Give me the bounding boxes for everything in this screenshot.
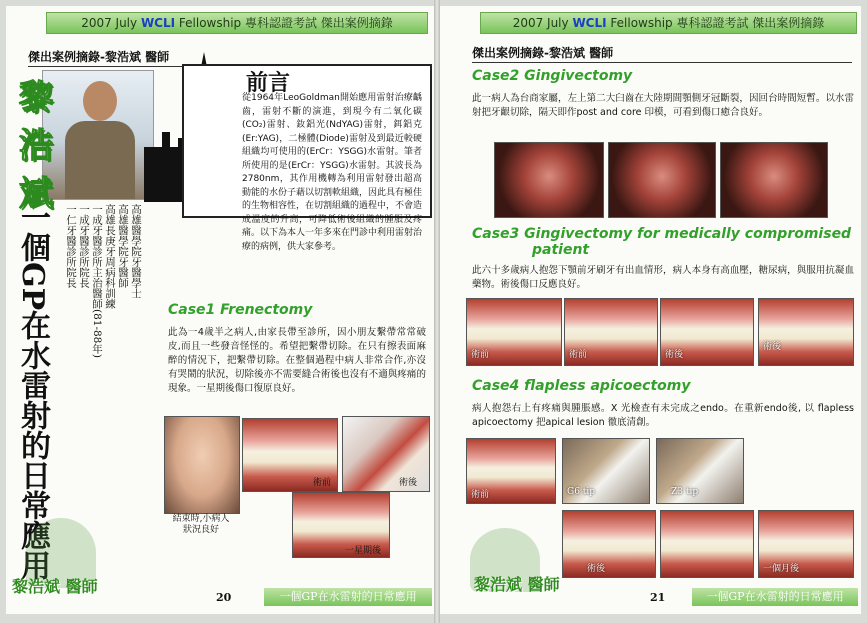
case1-caption-week: 一星期後 bbox=[345, 546, 382, 556]
case3-caption-after1: 術後 bbox=[665, 350, 684, 360]
author-name-vertical: 黎浩斌 bbox=[19, 78, 53, 214]
right-footer: 一個GP在水雷射的日常應用 bbox=[692, 588, 858, 606]
case1-photo-after bbox=[342, 416, 430, 492]
case3-title-line2: patient bbox=[532, 242, 590, 258]
case4-photo-z3 bbox=[656, 438, 744, 504]
case4-caption-after: 術後 bbox=[587, 564, 606, 574]
intro-title: 前言 bbox=[246, 70, 291, 96]
case2-photo-2 bbox=[608, 142, 716, 218]
case4-photo-middle bbox=[660, 510, 754, 578]
case2-text: 此一病人為台商家屬，左上第二大臼齒在大陸期間顎側牙冠斷裂，因回台時間短暫。以水雷射把牙齦切除，隔天即作post and core 印模，可看到傷口癒合良好。 bbox=[472, 93, 854, 118]
case3-title-line1: Case3 Gingivectomy for medically compromised bbox=[472, 226, 852, 242]
case1-photo-child bbox=[164, 416, 240, 514]
header-prefix-right: 2007 July bbox=[512, 16, 573, 30]
right-section-underline bbox=[472, 62, 852, 63]
case1-photo-week bbox=[292, 492, 390, 558]
case4-caption-z3: Z3 tip bbox=[671, 487, 699, 497]
case2-title: Case2 Gingivectomy bbox=[472, 68, 633, 84]
case1-caption-before: 術前 bbox=[313, 478, 332, 488]
case3-photo-before1 bbox=[466, 298, 562, 366]
left-footer: 一個GP在水雷射的日常應用 bbox=[264, 588, 432, 606]
left-page bbox=[6, 6, 434, 614]
case3-photo-after2 bbox=[758, 298, 854, 366]
case1-title: Case1 Frenectomy bbox=[168, 302, 313, 318]
credential-3: 高雄長庚牙周病科訓練 bbox=[104, 204, 116, 309]
case1-photo-before bbox=[242, 418, 338, 492]
case3-photo-before2 bbox=[564, 298, 658, 366]
case1-text: 此為一4歲半之病人,由家長帶至診所，因小朋友繫帶常常破皮,而且一些發音怪怪的。希望把繫帶切除。在只有擦表面麻醉的情況下，把繫帶切除。在整個過程中病人非常合作,亦沒有哭鬧的狀況，切除後亦不需要縫合術後也沒有不適與疼痛的現象。一星期後傷口復原良好。 bbox=[168, 327, 426, 394]
case3-caption-before1: 術前 bbox=[471, 350, 490, 360]
case4-photo-before bbox=[466, 438, 556, 504]
portrait-head bbox=[83, 81, 117, 121]
right-header-bar bbox=[480, 12, 857, 34]
case4-photo-g6 bbox=[562, 438, 650, 504]
left-page-number: 20 bbox=[216, 591, 232, 604]
intro-text-lower bbox=[166, 218, 428, 274]
case4-photo-after bbox=[562, 510, 656, 578]
credential-4: 一成牙醫診所主治醫師(81-88年) bbox=[91, 204, 103, 358]
intro-text-upper: 從1964年LeoGoldman開始應用雷射治療齲齒，雷射不斷的演進，到現今有二氧化碳(CO₂)雷射、釹鋁光(NdYAG)雷射，鉺鋁克(Er:YAG)，二極體(Diode)雷射及到最近較硬組織均可使用的(ErCr：YSGG)水雷射。筆者所使用的是(ErCr：YSGG)水雷射。其波長為2780nm，其作用機轉為利用雷射發出超高動能的水份子藉以切割軟組織，因此具有極佳的生物相容性，在切割組織的過程中，不會造成溫度的升高，可降低術後組織的腫脹及疼痛。以下為本人一年多來在門診中利用雷射治療的病例，供大家參考。 bbox=[242, 93, 423, 252]
header-suffix: Fellowship 專科認證考試 傑出案例摘錄 bbox=[175, 16, 393, 30]
credential-5: 一成牙醫診所院長 bbox=[78, 204, 90, 288]
case3-text: 此六十多歲病人抱怨下顎前牙刷牙有出血情形，病人本身有高血壓，糖尿病，與服用抗凝血藥物。術後傷口反應良好。 bbox=[472, 265, 854, 290]
left-signature: 黎浩斌 醫師 bbox=[12, 577, 98, 596]
case4-caption-before: 術前 bbox=[471, 490, 490, 500]
credential-6: 一仁牙醫診所院長 bbox=[65, 204, 77, 288]
right-signature: 黎浩斌 醫師 bbox=[474, 575, 560, 594]
case3-photo-after1 bbox=[660, 298, 754, 366]
portrait-body bbox=[65, 121, 135, 199]
case4-title: Case4 flapless apicoectomy bbox=[472, 378, 691, 394]
header-org-right: WCLI bbox=[572, 16, 607, 30]
credential-1: 高雄醫學院牙醫學士 bbox=[130, 204, 142, 299]
case1-caption-child: 結束時,小病人 狀況良好 bbox=[172, 514, 230, 535]
header-org: WCLI bbox=[140, 16, 176, 30]
right-section-label: 傑出案例摘錄-黎浩斌 醫師 bbox=[472, 46, 614, 60]
header-suffix-right: Fellowship 專科認證考試 傑出案例摘錄 bbox=[606, 16, 825, 30]
header-prefix: 2007 July bbox=[81, 16, 141, 30]
case4-text: 病人抱怨右上有疼痛與腫脹感。X 光檢查有未完成之endo。在重新endo後, 以 flapless apicoectomy 把apical lesion 徹底清創。 bbox=[472, 403, 854, 428]
case2-photo-3 bbox=[720, 142, 828, 218]
left-header-bar bbox=[46, 12, 428, 34]
case4-caption-g6: G6 tip bbox=[567, 487, 596, 497]
left-section-label: 傑出案例摘錄-黎浩斌 醫師 bbox=[28, 50, 170, 64]
right-page-number: 21 bbox=[650, 591, 666, 604]
case3-caption-before2: 術前 bbox=[569, 350, 588, 360]
case4-caption-month: 一個月後 bbox=[763, 564, 800, 574]
case2-photo-1 bbox=[494, 142, 604, 218]
right-page bbox=[440, 6, 861, 614]
case1-caption-after: 術後 bbox=[399, 478, 418, 488]
credential-2: 高雄醫學院牙醫師 bbox=[117, 204, 129, 288]
article-title-vertical: 一個GP在水雷射的日常應用 bbox=[15, 202, 50, 581]
case3-caption-after2: 術後 bbox=[763, 342, 782, 352]
credential-list bbox=[64, 204, 142, 384]
case4-photo-month bbox=[758, 510, 854, 578]
